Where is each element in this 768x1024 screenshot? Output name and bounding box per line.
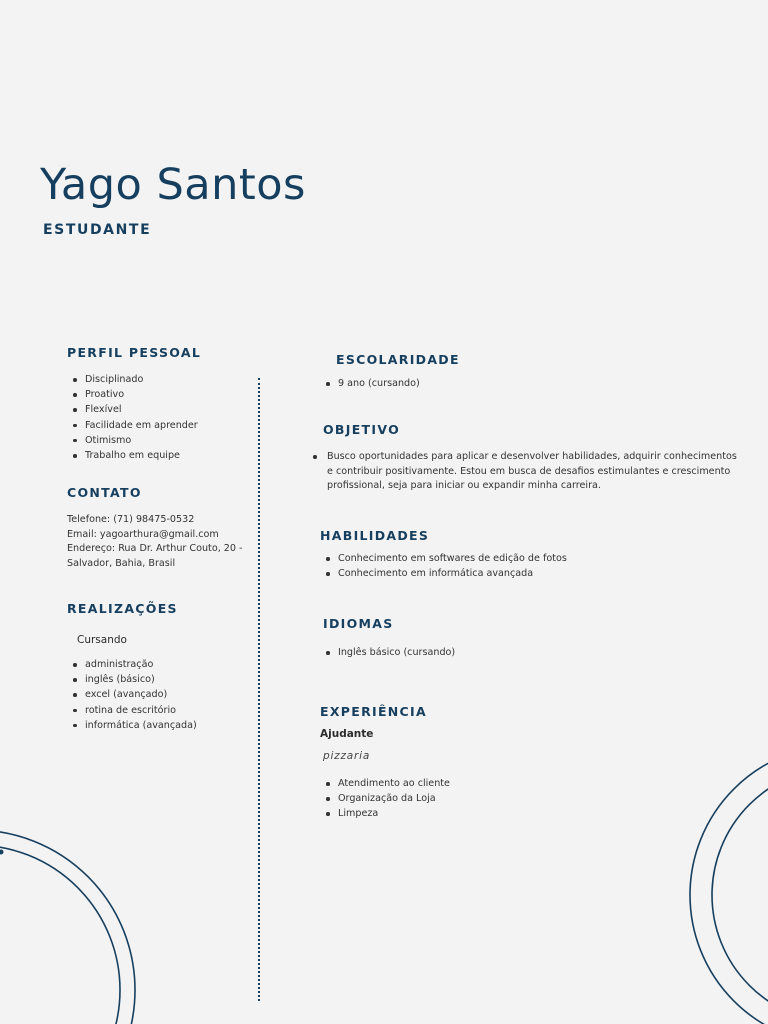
section-title-perfil: PERFIL PESSOAL <box>67 345 202 360</box>
contact-block <box>67 513 243 571</box>
habilidades-list <box>320 551 567 581</box>
list-item: administração <box>67 657 197 672</box>
experience-place: pizzaria <box>323 750 371 762</box>
list-item: informática (avançada) <box>67 718 197 733</box>
section-title-idiomas: IDIOMAS <box>323 616 394 631</box>
contact-phone: Telefone: (71) 98475-0532 <box>67 514 195 525</box>
list-item: excel (avançado) <box>67 687 197 702</box>
escolaridade-list <box>320 376 420 391</box>
contact-address-line1: Endereço: Rua Dr. Arthur Couto, 20 - <box>67 543 243 554</box>
perfil-list <box>67 372 198 463</box>
candidate-role: ESTUDANTE <box>43 222 152 238</box>
realizacoes-list <box>67 657 197 733</box>
list-item: Atendimento ao cliente <box>320 776 450 791</box>
section-title-escolaridade: ESCOLARIDADE <box>336 352 460 367</box>
list-item: 9 ano (cursando) <box>320 376 420 391</box>
objetivo-line: e contribuir positivamente. Estou em busca de desafios estimulantes e crescimento <box>327 465 731 477</box>
list-item: inglês (básico) <box>67 672 197 687</box>
contact-address-line2: Salvador, Bahia, Brasil <box>67 557 176 569</box>
list-item: Trabalho em equipe <box>67 448 198 463</box>
list-item: rotina de escritório <box>67 703 197 718</box>
list-item: Disciplinado <box>67 372 198 387</box>
list-item: Conhecimento em informática avançada <box>320 566 567 581</box>
section-title-objetivo: OBJETIVO <box>323 422 401 437</box>
list-item: Organização da Loja <box>320 791 450 806</box>
section-title-habilidades: HABILIDADES <box>320 528 430 543</box>
contact-email: Email: yagoarthura@gmail.com <box>67 528 219 540</box>
candidate-name: Yago Santos <box>40 160 306 210</box>
list-item: Conhecimento em softwares de edição de fotos <box>320 551 567 566</box>
experience-role: Ajudante <box>320 728 374 740</box>
objetivo-text <box>311 450 751 494</box>
experiencia-list <box>320 776 450 822</box>
idiomas-list <box>320 645 455 660</box>
section-title-experiencia: EXPERIÊNCIA <box>320 704 427 719</box>
list-item: Flexível <box>67 402 198 417</box>
list-item: Otimismo <box>67 433 198 448</box>
column-divider <box>258 378 260 1001</box>
section-title-contato: CONTATO <box>67 485 142 500</box>
objetivo-line: profissional, seja para iniciar ou expandir minha carreira. <box>327 480 601 491</box>
objetivo-line: Busco oportunidades para aplicar e desenvolver habilidades, adquirir conhecimentos <box>327 451 737 462</box>
list-item: Facilidade em aprender <box>67 418 198 433</box>
section-title-realizacoes: REALIZAÇÕES <box>67 601 178 616</box>
bullet-icon <box>313 455 317 459</box>
list-item: Proativo <box>67 387 198 402</box>
list-item: Inglês básico (cursando) <box>320 645 455 660</box>
objetivo-block <box>311 450 751 494</box>
realizacoes-subtitle: Cursando <box>77 634 127 646</box>
list-item: Limpeza <box>320 806 450 821</box>
